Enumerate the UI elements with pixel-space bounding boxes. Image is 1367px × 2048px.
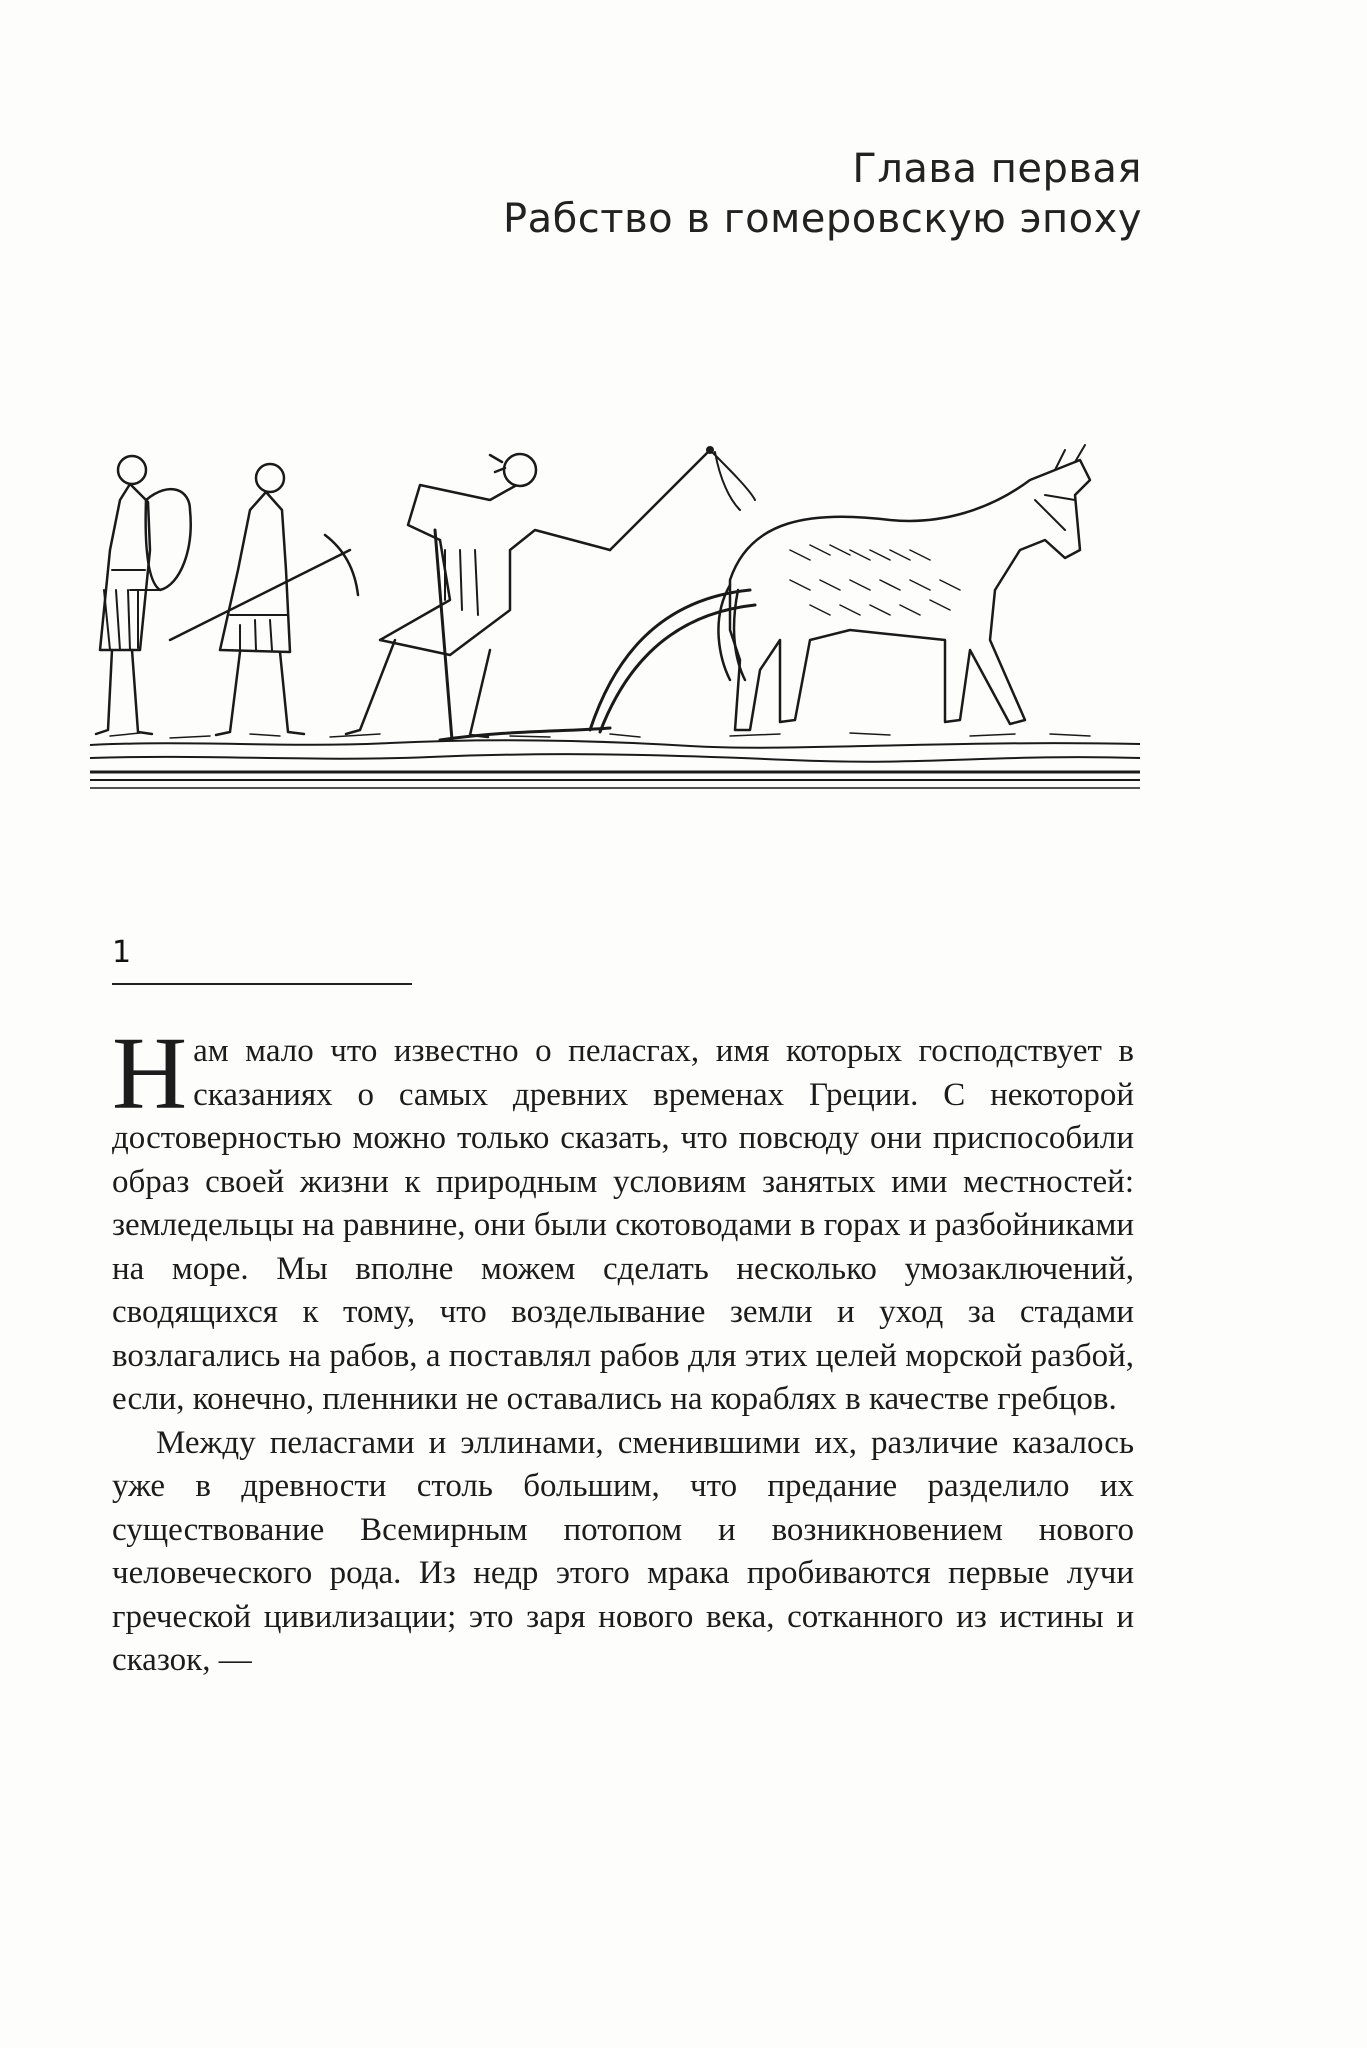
paragraph-2: Между пеласгами и эллинами, сменившими их, различие казалось уже в древности столь большим, что предание разделило их существование Всемирным потопом и возникновением нового человеческого рода. Из недр этого мрака пробиваются первые лучи греческой цивилизации; это заря нового века, сотканного из истины и сказок, —	[112, 1424, 1134, 1678]
section-number: 1	[112, 935, 132, 970]
horse	[718, 445, 1090, 730]
figure-hoe-worker	[170, 464, 358, 735]
body-text	[112, 1016, 1134, 1683]
paragraph-1: Нам мало что известно о пеласгах, имя которых господствует в сказаниях о самых древних временах Греции. С некоторой достоверностью можно только сказать, что повсюду они приспособили образ своей жизни к природным условиям занятых ими местностей: земледельцы на равнине, они были скотоводами в горах и разбойниками на море. Мы вполне можем сделать несколько умозаключений, сводящихся к тому, что возделывание земли и уход за стадами возлагались на рабов, а поставлял рабов для этих целей морской разбой, если, конечно, пленники не оставались на кораблях в качестве гребцов.	[112, 1016, 1134, 1417]
figure-amphora-bearer	[96, 456, 191, 734]
chapter-label: Глава первая	[852, 146, 1142, 192]
section-divider	[112, 983, 412, 985]
chapter-title: Рабство в гомеровскую эпоху	[503, 196, 1142, 242]
ground-lines	[90, 733, 1140, 788]
chapter-heading	[503, 145, 1142, 245]
ploughing-scene-illustration	[90, 440, 1140, 800]
figure-ploughman	[346, 446, 755, 740]
